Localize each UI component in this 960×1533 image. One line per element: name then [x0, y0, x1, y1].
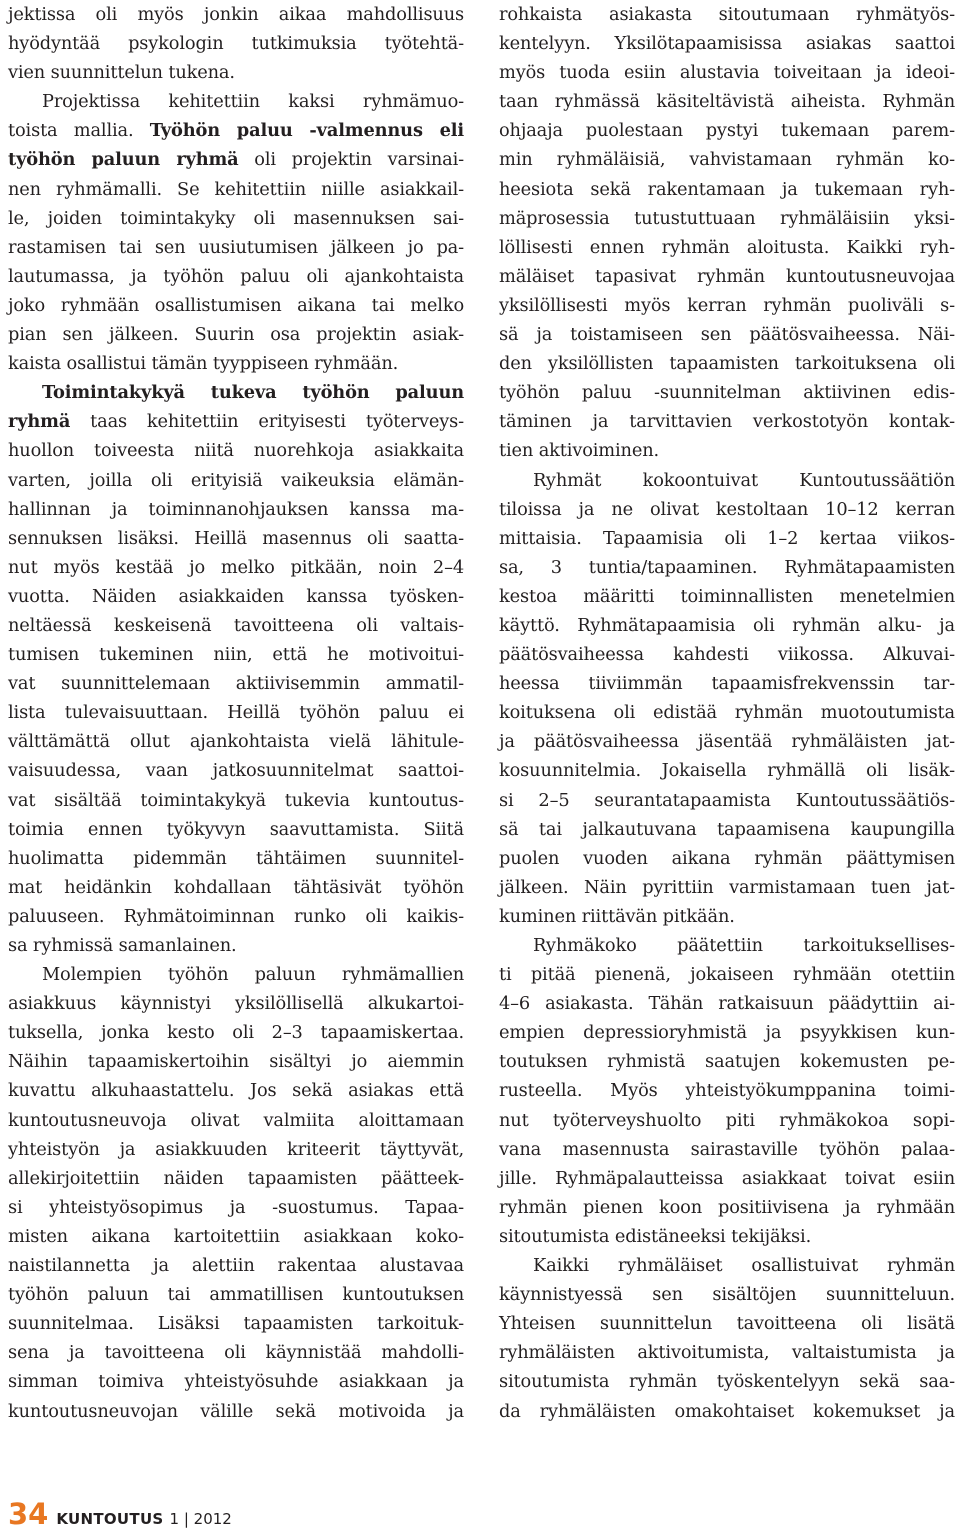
text-line [499, 1047, 955, 1076]
text-line [499, 640, 955, 669]
text-segment: päätösvaiheessa kahdesti viikossa. Alkuvai- [499, 644, 955, 666]
text-segment: tuksella, jonka kesto oli 2–3 tapaamiskertaa. [8, 1022, 464, 1044]
text-line [499, 1164, 955, 1193]
text-segment: taas kehitettiin erityisesti työterveys- [70, 411, 464, 433]
article-column-right [499, 0, 955, 1426]
text-segment: työhön paluun tai ammatillisen kuntoutuksen [8, 1284, 464, 1306]
text-segment: lautumassa, ja työhön paluu oli ajankohtaista [8, 265, 464, 287]
text-segment: Ryhmäkoko päätettiin tarkoituksellises- [533, 935, 955, 956]
text-line [499, 960, 955, 989]
text-segment: kestoa määritti toiminnallisten menetelmien [499, 585, 955, 607]
text-line [499, 756, 955, 785]
text-segment: kuntoutusneuvojan välille sekä motivoida ja [8, 1400, 464, 1422]
text-segment: käyttö. Ryhmätapaamisia oli ryhmän alku- ja [499, 614, 955, 636]
text-segment: ti pitää pienenä, jokaiseen ryhmään otettiin [499, 964, 955, 986]
text-segment: Kaikki ryhmäläiset osallistuivat ryhmän [533, 1255, 955, 1277]
text-line [499, 1338, 955, 1367]
text-segment: sitoutumista edistäneeksi tekijäksi. [499, 1225, 812, 1247]
text-segment: oli projektin varsinai- [238, 149, 465, 171]
text-segment: ja päätösvaiheessa jäsentää ryhmäläisten jat- [499, 731, 955, 753]
text-line [8, 815, 464, 844]
text-line [8, 29, 464, 58]
text-line [8, 1251, 464, 1280]
text-line [8, 87, 464, 116]
text-line [499, 1135, 955, 1164]
text-line [8, 1309, 464, 1338]
text-line [8, 902, 464, 931]
text-segment: huolimatta pidemmän tähtäimen suunnitel- [8, 847, 464, 869]
text-segment: sennuksen lisäksi. Heillä masennus oli saatta- [8, 527, 464, 549]
text-line [8, 1076, 464, 1105]
text-segment: ryhmäläisten aktivoitumista, valtaistumista ja [499, 1342, 955, 1364]
text-segment: kosuunnitelmia. Jokaisella ryhmällä oli lisäk- [499, 760, 955, 782]
text-line [499, 815, 955, 844]
text-line [499, 1397, 955, 1426]
text-segment: si 2–5 seurantatapaamista Kuntoutussäätiös- [499, 789, 955, 811]
text-line [8, 58, 464, 87]
text-line [8, 669, 464, 698]
text-segment: tiloissa ja ne olivat kestoltaan 10–12 kerran [499, 498, 955, 520]
text-segment: sena ja tavoitteena oli käynnistää mahdolli- [8, 1342, 464, 1364]
article-column-left [8, 0, 464, 1426]
text-segment: Ryhmät kokoontuivat Kuntoutussäätiön [533, 469, 955, 491]
text-line [8, 291, 464, 320]
text-line [499, 524, 955, 553]
text-segment: sä tai jalkautuvana tapaamisena kaupungilla [499, 818, 955, 840]
text-line [8, 931, 464, 960]
text-line [8, 582, 464, 611]
text-segment: 4–6 asiakasta. Tähän ratkaisuun päädyttiin ai- [499, 993, 955, 1015]
text-segment: kuvattu alkuhaastattelu. Jos sekä asiakas että [8, 1080, 464, 1102]
text-line [8, 1106, 464, 1135]
text-line [8, 233, 464, 262]
text-line [499, 29, 955, 58]
text-line [8, 175, 464, 204]
text-segment: naistilannetta ja alettiin rakentaa alustavaa [8, 1255, 464, 1277]
text-segment: yhteistyön ja asiakkuuden kriteerit täyttyvät, [8, 1138, 464, 1160]
text-line [8, 436, 464, 465]
text-segment: rusteella. Myös yhteistyökumppanina toimi- [499, 1080, 955, 1102]
text-line [499, 116, 955, 145]
text-segment: si yhteistyösopimus ja -suostumus. Tapaa- [8, 1196, 464, 1218]
text-line [8, 873, 464, 902]
text-segment: Näihin tapaamiskertoihin sisältyi jo aiemmin [8, 1051, 464, 1073]
text-segment: vana masennusta sairastaville työhön palaa- [499, 1138, 955, 1160]
text-line [499, 989, 955, 1018]
text-segment: huollon toiveesta niitä nuorehkoja asiakkaita [8, 440, 464, 462]
text-segment: puolen vuoden aikana ryhmän päättymisen [499, 847, 955, 869]
text-segment: yksilöllisesti myös kerran ryhmän puoliväli s- [499, 294, 955, 316]
text-segment: sä ja toistamiseen sen päätösvaiheessa. Näi- [499, 324, 955, 346]
text-segment: mäläiset tapasivat ryhmän kuntoutusneuvojaa [499, 265, 955, 287]
text-line [499, 1106, 955, 1135]
bold-text-segment: Toimintakykyä tukeva työhön paluun [42, 382, 464, 404]
text-line [8, 844, 464, 873]
text-segment: koituksena oli edistää ryhmän muotoutumista [499, 702, 955, 724]
text-line [8, 204, 464, 233]
text-segment: asiakkuus käynnistyi yksilöllisellä alkukartoi- [8, 993, 464, 1015]
text-line [8, 1047, 464, 1076]
text-segment: Molempien työhön paluun ryhmämallien [42, 964, 464, 986]
text-segment: nut työterveyshuolto piti ryhmäkokoa sopi- [499, 1109, 955, 1131]
text-segment: den yksilöllisten tapaamisten tarkoituksena oli [499, 353, 955, 375]
text-line [499, 233, 955, 262]
text-line [499, 727, 955, 756]
text-line [8, 1164, 464, 1193]
text-segment: työhön paluu -suunnitelman aktiivinen edis- [499, 382, 955, 404]
text-segment: Projektissa kehitettiin kaksi ryhmämuo- [42, 91, 464, 113]
text-line [8, 989, 464, 1018]
text-line [8, 611, 464, 640]
text-segment: neltäessä keskeisenä tavoitteena oli valtais- [8, 614, 464, 636]
text-segment: tumisen tukeminen niin, että he motivoitui- [8, 644, 464, 666]
text-segment: toimia ennen työkyvyn saavuttamista. Siitä [8, 818, 464, 840]
text-segment: vat suunnittelemaan aktiivisemmin ammatil- [8, 673, 464, 695]
text-line [499, 1309, 955, 1338]
bold-text-segment: ryhmä [8, 411, 71, 433]
text-line [499, 175, 955, 204]
text-line [499, 436, 955, 465]
text-segment: hallinnan ja toiminnanohjauksen kanssa ma- [8, 498, 464, 520]
text-line [8, 1135, 464, 1164]
text-segment: joko ryhmään osallistumisen aikana tai melko [8, 294, 464, 316]
text-segment: ryhmän pienen koon positiivisena ja ryhmään [499, 1196, 955, 1218]
text-line [499, 873, 955, 902]
text-segment: kaista osallistui tämän tyyppiseen ryhmään. [8, 353, 399, 375]
text-segment: Yhteisen suunnittelun tavoitteena oli lisätä [499, 1313, 955, 1335]
text-line [8, 1397, 464, 1426]
text-segment: välttämättä ollut ajankohtaista vielä lähitule- [8, 731, 464, 753]
text-line [499, 378, 955, 407]
text-line [8, 1193, 464, 1222]
text-segment: vaisuudessa, vaan jatkosuunnitelmat saattoi- [8, 760, 464, 782]
text-segment: käynnistyessä sen sisältöjen suunnitteluun. [499, 1284, 955, 1306]
text-segment: kuminen riittävän pitkään. [499, 905, 735, 927]
text-line [499, 669, 955, 698]
text-segment: allekirjoitettiin näiden tapaamisten päätteek- [8, 1167, 464, 1189]
text-segment: vien suunnittelun tukena. [8, 62, 235, 84]
text-line [499, 1018, 955, 1047]
text-segment: vat sisältää toimintakykyä tukevia kuntoutus- [8, 789, 464, 811]
text-segment: jälkeen. Näin pyrittiin varmistamaan tuen jat- [499, 876, 955, 898]
text-line [8, 756, 464, 785]
bold-text-segment: työhön paluun ryhmä [8, 149, 239, 171]
text-line [8, 320, 464, 349]
text-line [499, 1222, 955, 1251]
text-segment: mittaisia. Tapaamisia oli 1–2 kertaa viikos- [499, 527, 955, 549]
text-line [8, 960, 464, 989]
text-segment: misten aikana kartoitettiin asiakkaan koko- [8, 1225, 464, 1247]
text-line [499, 466, 955, 495]
text-line [499, 1280, 955, 1309]
text-segment: kentelyyn. Yksilötapaamisissa asiakas saattoi [499, 33, 955, 55]
text-line [8, 553, 464, 582]
text-line [8, 1338, 464, 1367]
text-segment: jektissa oli myös jonkin aikaa mahdollisuus [8, 4, 464, 25]
text-segment: varten, joilla oli erityisiä vaikeuksia elämän- [8, 469, 464, 491]
text-segment: da ryhmäläisten omakohtaiset kokemukset ja [499, 1400, 955, 1422]
text-segment: simman toimiva yhteistyösuhde asiakkaan ja [8, 1371, 464, 1393]
text-line [499, 582, 955, 611]
text-line [8, 0, 464, 29]
text-segment: hyödyntää psykologin tutkimuksia työtehtä- [8, 33, 464, 55]
text-segment: le, joiden toimintakyky oli masennuksen sai- [8, 207, 464, 229]
text-line [499, 1193, 955, 1222]
text-line [8, 786, 464, 815]
text-segment: paluuseen. Ryhmätoiminnan runko oli kaikis- [8, 905, 464, 927]
text-segment: nen ryhmämalli. Se kehitettiin niille asiakkail- [8, 178, 464, 200]
text-line [8, 349, 464, 378]
text-segment: sitoutumista ryhmän työskentelyyn sekä saa- [499, 1371, 955, 1393]
text-line [499, 291, 955, 320]
text-segment: pian sen jälkeen. Suurin osa projektin asiak- [8, 324, 464, 346]
text-line [8, 1280, 464, 1309]
text-segment: nut myös kestää jo melko pitkään, noin 2–4 [8, 556, 464, 578]
text-segment: rohkaista asiakasta sitoutumaan ryhmätyös- [499, 4, 955, 25]
text-line [499, 844, 955, 873]
text-line [499, 407, 955, 436]
text-line [499, 204, 955, 233]
text-segment: mat heidänkin kohdallaan tähtäsivät työhön [8, 876, 464, 898]
text-line [499, 349, 955, 378]
journal-issue: 1 | 2012 [169, 1510, 232, 1528]
text-line [499, 698, 955, 727]
text-line [8, 698, 464, 727]
text-line [8, 524, 464, 553]
text-segment: empien depressioryhmistä ja psyykkisen kun- [499, 1022, 955, 1044]
text-line [8, 1222, 464, 1251]
text-line [499, 1367, 955, 1396]
page-number: 34 [8, 1497, 49, 1531]
text-segment: heesiota sekä rakentamaan ja tukemaan ryh- [499, 178, 955, 200]
text-line [499, 320, 955, 349]
text-segment: mäprosessia tutustuttuaan ryhmäläisiin yksi- [499, 207, 955, 229]
text-line [8, 727, 464, 756]
text-line [8, 116, 464, 145]
text-line [499, 87, 955, 116]
text-segment: vuotta. Näiden asiakkaiden kanssa työsken- [8, 585, 464, 607]
text-line [499, 495, 955, 524]
text-line [499, 1076, 955, 1105]
text-line [8, 640, 464, 669]
text-line [499, 1251, 955, 1280]
text-segment: myös tuoda esiin alustavia toiveitaan ja ideoi- [499, 62, 955, 84]
text-line [8, 495, 464, 524]
text-segment: taan ryhmässä käsiteltävistä aiheista. Ryhmän [499, 91, 955, 113]
text-segment: jille. Ryhmäpalautteissa asiakkaat toivat esiin [499, 1167, 955, 1189]
text-line [8, 145, 464, 174]
text-line [8, 1367, 464, 1396]
text-line [499, 553, 955, 582]
text-line [499, 902, 955, 931]
text-segment: lista tulevaisuuttaan. Heillä työhön paluu ei [8, 702, 464, 724]
text-line [499, 931, 955, 960]
text-line [8, 262, 464, 291]
text-line [499, 58, 955, 87]
text-segment: rastamisen tai sen uusiutumisen jälkeen jo pa- [8, 236, 464, 258]
text-segment: min ryhmäläisiä, vahvistamaan ryhmän ko- [499, 149, 955, 171]
bold-text-segment: Työhön paluu -valmennus eli [149, 120, 464, 142]
text-line [8, 1018, 464, 1047]
text-line [499, 611, 955, 640]
text-segment: ohjaaja puolestaan pystyi tukemaan parem- [499, 120, 955, 142]
text-segment: sa, 3 tuntia/tapaaminen. Ryhmätapaamisten [499, 556, 955, 578]
text-segment: sa ryhmissä samanlainen. [8, 935, 237, 956]
text-line [499, 262, 955, 291]
journal-name: KUNTOUTUS [56, 1510, 164, 1528]
text-segment: kuntoutusneuvoja olivat valmiita aloittamaan [8, 1109, 464, 1131]
text-segment: heessa tiiviimmän tapaamisfrekvenssin tar- [499, 673, 955, 695]
text-segment: suunnitelmaa. Lisäksi tapaamisten tarkoituk- [8, 1313, 464, 1335]
text-segment: toista mallia. [8, 120, 150, 142]
text-line [499, 786, 955, 815]
text-segment: toutuksen ryhmistä saatujen kokemusten pe- [499, 1051, 955, 1073]
text-line [499, 0, 955, 29]
text-segment: tien aktivoiminen. [499, 440, 660, 462]
text-line [8, 407, 464, 436]
page-footer [8, 1497, 232, 1533]
text-line [499, 145, 955, 174]
text-segment: täminen ja tarvittavien verkostotyön kontak- [499, 411, 955, 433]
text-line [8, 466, 464, 495]
text-segment: löllisesti ennen ryhmän aloitusta. Kaikki ryh- [499, 236, 955, 258]
text-line [8, 378, 464, 407]
